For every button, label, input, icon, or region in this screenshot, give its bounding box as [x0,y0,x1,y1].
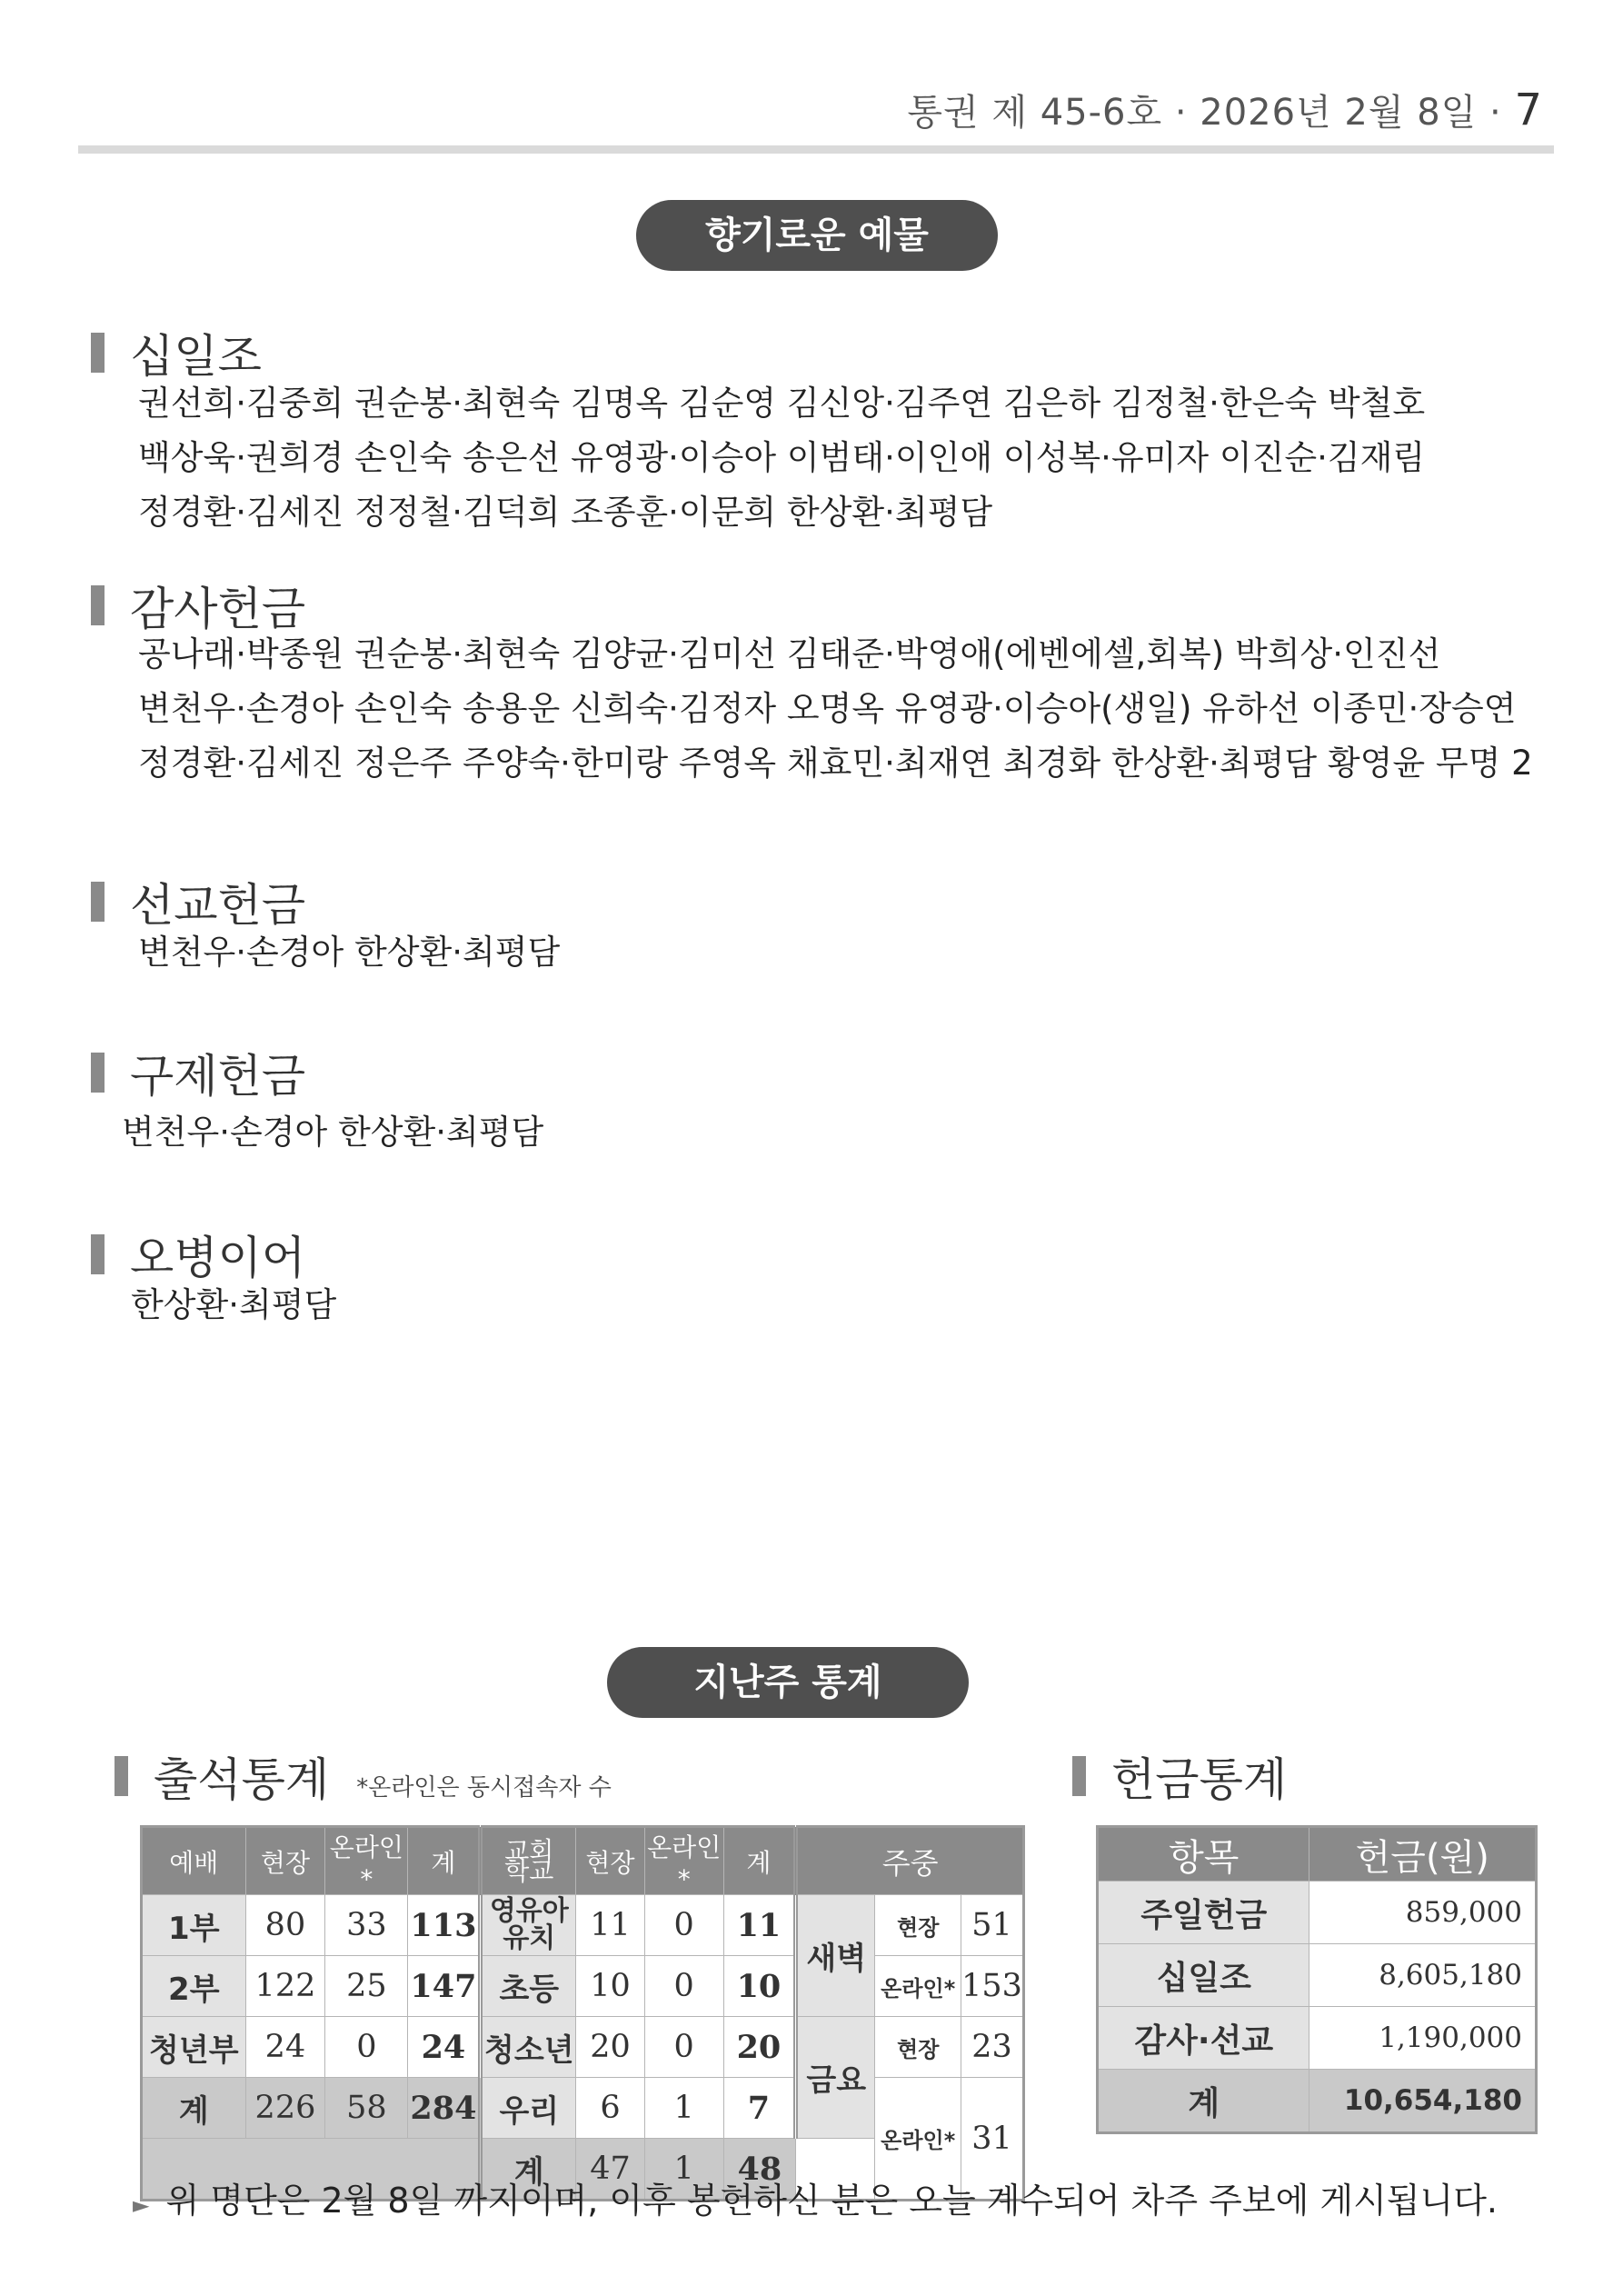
name-line: 정경환·김세진 정정철·김덕희 조종훈·이문희 한상환·최평담 [138,493,993,532]
section-title-five-loaves: 오병이어 [91,1222,305,1287]
section-title-mission: 선교헌금 [91,869,305,934]
name-line: 변천우·손경아 손인숙 송용운 신희숙·김정자 오명옥 유영광·이승아(생일) 유하선 이종민·장승연 [138,689,1517,728]
page-number: 7 [1514,85,1543,135]
online-note: *온라인은 동시접속자 수 [356,1774,612,1802]
section-marker-icon [91,333,105,373]
table-row: 계 226 58 284 우리 6 1 7 온라인* 31 [142,2078,1024,2139]
header-divider [78,145,1554,154]
section-marker-icon [1072,1756,1086,1796]
mission-names [138,925,560,980]
col-header: 항목 [1098,1827,1309,1882]
col-header: 온라인* [325,1827,408,1895]
name-line: 백상욱·권희경 손인숙 송은선 유영광·이승아 이범태·이인애 이성복·유미자 이진순·김재림 [138,438,1426,477]
section-marker-icon [91,882,105,922]
stats-section-title: 지난주 통계 [607,1647,969,1718]
table-row: 계 47 1 48 [142,2139,1024,2201]
attendance-header-row [142,1827,1024,1895]
section-marker-icon [115,1756,128,1796]
issue-info: 통권 제 45-6호 · 2026년 2월 8일 · [907,92,1515,134]
offering-stats-table [1096,1825,1538,2134]
relief-names [122,1105,543,1160]
name-line: 변천우·손경아 한상환·최평담 [122,1113,544,1152]
table-row: 감사·선교 1,190,000 [1098,2007,1537,2070]
footnote: ► 위 명단은 2월 8일 까지이며, 이후 봉헌하신 분은 오늘 계수되어 차주 주보에 게시됩니다. [133,2181,1499,2221]
offering-header-row [1098,1827,1537,1882]
triangle-icon: ► [133,2192,150,2218]
offering-section-title: 향기로운 예물 [636,200,998,271]
section-title-tithe: 십일조 [91,320,262,385]
section-marker-icon [91,1053,105,1093]
name-line: 변천우·손경아 한상환·최평담 [138,933,561,972]
name-line: 한상환·최평담 [131,1285,337,1324]
col-header: 온라인* [644,1827,723,1895]
table-row: 주일헌금 859,000 [1098,1882,1537,1944]
name-line: 공나래·박종원 권순봉·최현숙 김양균·김미선 김태준·박영애(에벤에셀,회복) 박희상·인진선 [138,634,1441,674]
attendance-table [140,1825,1025,2201]
table-row: 1부 80 33 113 영유아 유치 11 0 11 새벽 현장 51 [142,1895,1024,1956]
col-header: 계 [723,1827,796,1895]
name-line: 권선희·김중희 권순봉·최현숙 김명옥 김순영 김신앙·김주연 김은하 김정철·한은숙 박철호 [138,384,1426,423]
section-marker-icon [91,585,105,625]
five-loaves-names [131,1278,336,1333]
col-header: 주중 [796,1827,1024,1895]
offering-stats-title: 헌금통계 [1072,1743,1287,1809]
table-row: 계 10,654,180 [1098,2070,1537,2133]
section-marker-icon [91,1234,105,1274]
section-title-relief: 구제헌금 [91,1040,305,1105]
col-header: 교회 학교 [481,1827,576,1895]
name-line: 정경환·김세진 정은주 주양숙·한미랑 주영옥 채효민·최재연 최경화 한상환·최평담 황영윤 무명 2 [138,744,1533,783]
col-header: 현장 [576,1827,644,1895]
section-title-thanks: 감사헌금 [91,573,305,638]
table-row: 청년부 24 0 24 청소년 20 0 20 금요 현장 23 [142,2017,1024,2078]
tithe-names [138,376,1425,540]
col-header: 현장 [245,1827,325,1895]
attendance-title: 출석통계 *온라인은 동시접속자 수 [115,1743,612,1809]
thanks-names [138,627,1533,791]
page-header [907,84,1543,135]
table-row: 십일조 8,605,180 [1098,1944,1537,2007]
col-header: 헌금(원) [1309,1827,1537,1882]
col-header: 예배 [142,1827,246,1895]
col-header: 계 [408,1827,481,1895]
table-row: 2부 122 25 147 초등 10 0 10 온라인* 153 [142,1956,1024,2017]
